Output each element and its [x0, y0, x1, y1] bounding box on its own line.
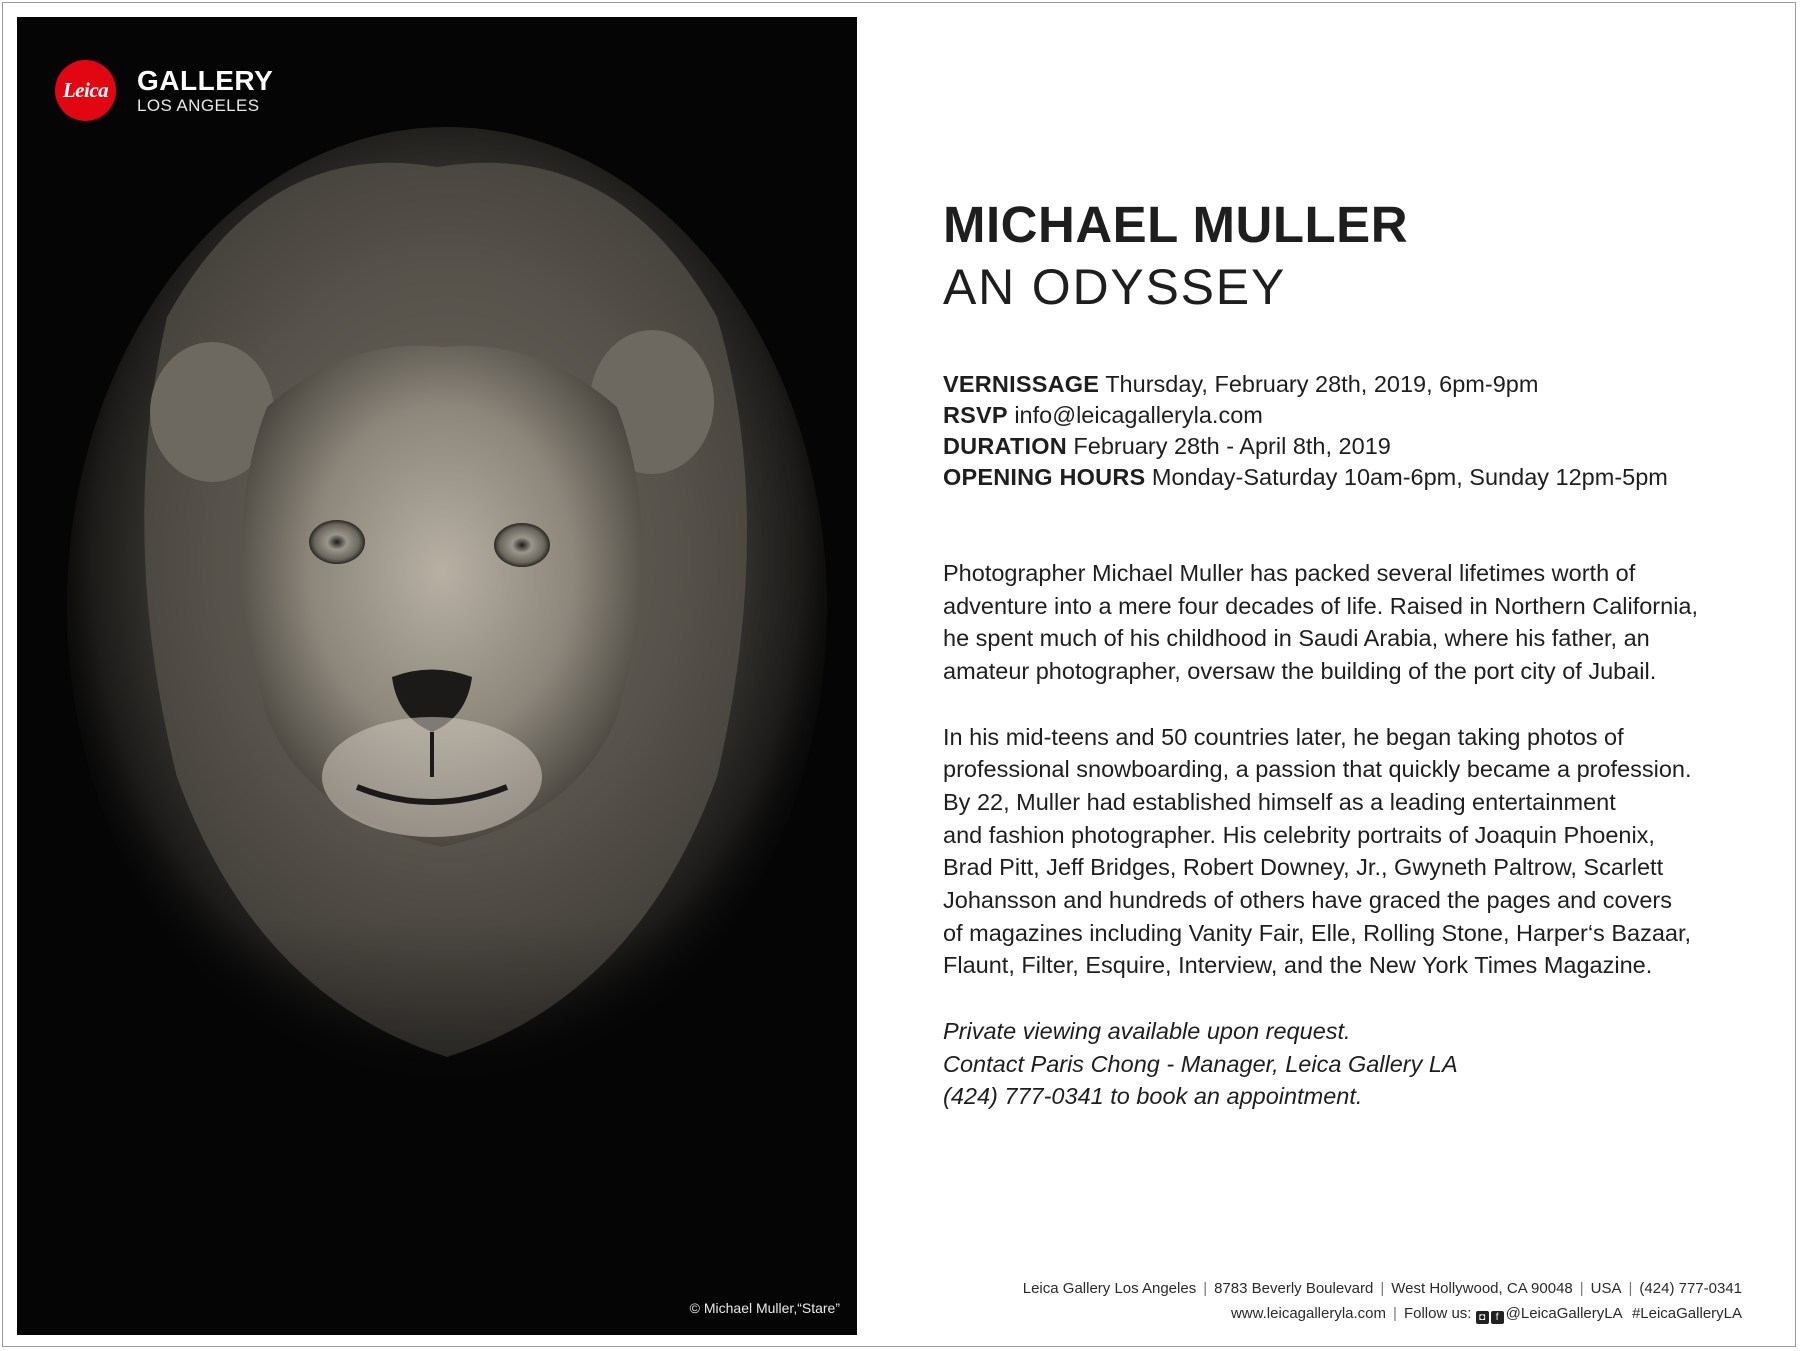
gallery-title: GALLERY: [137, 64, 274, 96]
instagram-icon[interactable]: ◘: [1476, 1311, 1489, 1324]
detail-label: VERNISSAGE: [943, 371, 1100, 397]
lion-portrait-image: [17, 17, 857, 1335]
detail-duration: [943, 431, 1668, 462]
detail-label: DURATION: [943, 433, 1067, 459]
leica-gallery-logo: [55, 60, 273, 121]
lion-eye-right: [494, 523, 550, 567]
paragraph-private-viewing: [943, 1015, 1698, 1113]
detail-value: Thursday, February 28th, 2019, 6pm-9pm: [1105, 371, 1539, 397]
text-line: Flaunt, Filter, Esquire, Interview, and the New York Times Magazine.: [943, 952, 1653, 979]
footer-social-line: www.leicagalleryla.com | Follow us: ◘ f @LeicaGalleryLA #LeicaGalleryLA: [1230, 1305, 1742, 1323]
detail-value: Monday-Saturday 10am-6pm, Sunday 12pm-5pm: [1151, 464, 1668, 490]
artist-name: MICHAEL MULLER: [943, 196, 1409, 253]
exhibition-description: [943, 557, 1698, 1146]
detail-rsvp: [943, 400, 1668, 431]
social-handle[interactable]: @LeicaGalleryLA: [1505, 1305, 1622, 1322]
website-link[interactable]: www.leicagalleryla.com: [1230, 1305, 1387, 1322]
text-line: In his mid-teens and 50 countries later, he began taking photos of: [943, 723, 1624, 750]
text-line: Johansson and hundreds of others have graced the pages and covers: [943, 887, 1673, 914]
hashtag: #LeicaGalleryLA: [1631, 1305, 1742, 1322]
photo-panel: [17, 17, 857, 1335]
street-address: 8783 Beverly Boulevard: [1214, 1280, 1374, 1297]
country: USA: [1590, 1280, 1622, 1297]
text-line: Brad Pitt, Jeff Bridges, Robert Downey, Jr., Gwyneth Paltrow, Scarlett: [943, 854, 1664, 881]
paragraph-biography: [943, 557, 1698, 688]
footer: [1023, 1276, 1742, 1326]
detail-opening-hours: [943, 462, 1668, 493]
text-line: professional snowboarding, a passion that quickly became a profession.: [943, 756, 1692, 783]
paragraph-career: [943, 721, 1698, 983]
text-line: of magazines including Vanity Fair, Elle, Rolling Stone, Harper‘s Bazaar,: [943, 919, 1692, 946]
facebook-icon[interactable]: f: [1491, 1311, 1504, 1324]
text-line: adventure into a mere four decades of life. Raised in Northern California,: [943, 592, 1699, 619]
text-line: By 22, Muller had established himself as a leading entertainment: [943, 788, 1616, 815]
leica-logo-badge: Leica: [55, 60, 116, 121]
footer-address-line: Leica Gallery Los Angeles | 8783 Beverly Boulevard | West Hollywood, CA 90048 | USA | (424) 777-0341: [1022, 1280, 1742, 1297]
follow-label: Follow us:: [1403, 1305, 1472, 1322]
text-line: Photographer Michael Muller has packed several lifetimes worth of: [943, 560, 1636, 586]
text-line: Private viewing available upon request.: [943, 1017, 1351, 1044]
exhibition-title: AN ODYSSEY: [943, 259, 1287, 315]
text-line: Contact Paris Chong - Manager, Leica Gallery LA: [943, 1050, 1458, 1077]
text-line: and fashion photographer. His celebrity portraits of Joaquin Phoenix,: [943, 821, 1655, 848]
phone-number: (424) 777-0341: [1639, 1280, 1742, 1297]
text-line: amateur photographer, oversaw the building of the port city of Jubail.: [943, 658, 1657, 685]
detail-value: February 28th - April 8th, 2019: [1073, 433, 1391, 459]
rsvp-email-link[interactable]: info@leicagalleryla.com: [1014, 402, 1263, 428]
gallery-subtitle: LOS ANGELES: [137, 95, 260, 115]
detail-label: OPENING HOURS: [943, 464, 1146, 490]
lion-eye-left: [309, 520, 365, 564]
gallery-name: Leica Gallery Los Angeles: [1022, 1280, 1197, 1297]
event-details: [943, 369, 1668, 493]
city-address: West Hollywood, CA 90048: [1391, 1280, 1573, 1297]
text-line: (424) 777-0341 to book an appointment.: [943, 1083, 1363, 1110]
photo-credit: © Michael Muller,“Stare”: [689, 1300, 840, 1316]
detail-label: RSVP: [943, 402, 1008, 428]
detail-vernissage: [943, 369, 1668, 400]
text-line: he spent much of his childhood in Saudi Arabia, where his father, an: [943, 625, 1650, 652]
